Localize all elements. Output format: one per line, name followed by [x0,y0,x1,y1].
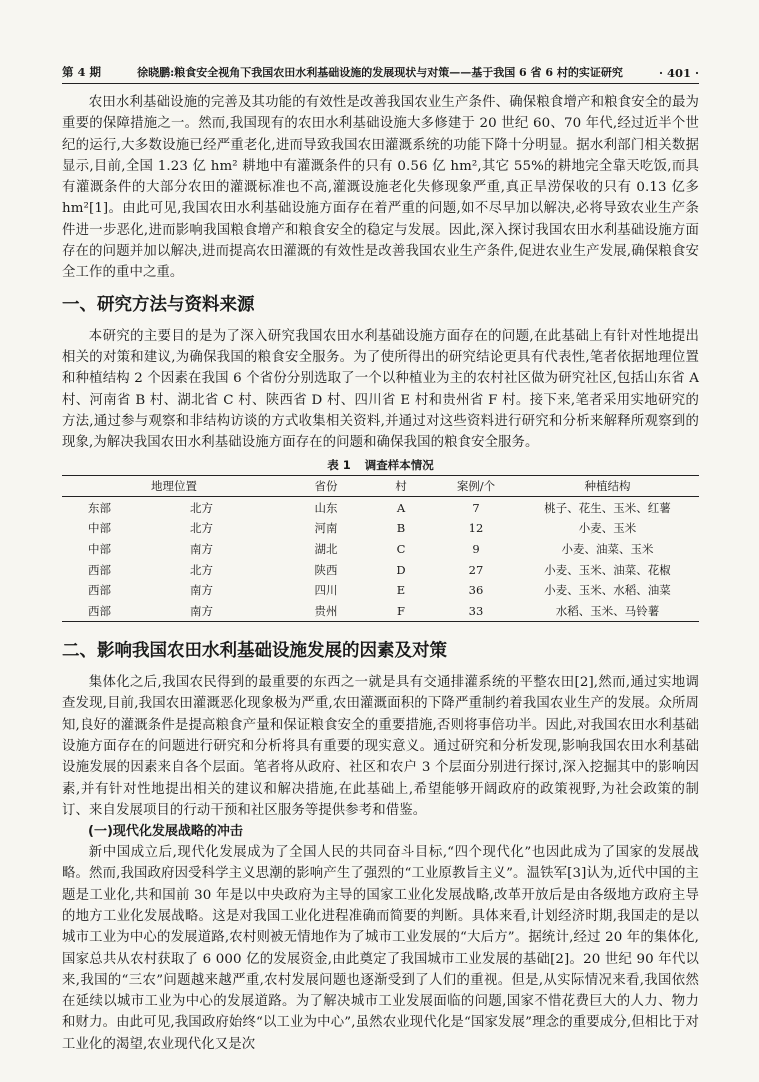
cell-direction: 北方 [190,500,213,515]
cell-direction: 南方 [190,603,213,618]
factors-paragraph: 集体化之后,我国农民得到的最重要的东西之一就是具有交通排灌系统的平整农田[2],然而,通过实地调查发现,目前,我国农田灌溉恶化现象极为严重,农田灌溉面积的下降严重制约着我国农业生产的发展。众所周知,良好的灌溉条件是提高粮食产量和保证粮食安全的重要措施,否则将事倍功半。因此,对我国农田水利基础设施方面存在的问题进行研究和分析将具有重要的现实意义。通过研究和分析发现,影响我国农田水利基础设施发展的因素来自各个层面。笔者将从政府、社区和农户 3 个层面分别进行探讨,深入挖掘其中的影响因素,并有针对性地提出相关的建议和解决措施,在此基础上,希望能够开阔政府的政策视野,为社会政策的制订、来自发展项目的行动干预和社区服务等提供参考和借鉴。 [62,675,699,818]
cell-crops: 水稻、玉米、马铃薯 [555,603,660,618]
table-row [62,600,699,621]
table-title: 调查样本情况 [364,458,434,473]
running-title: 徐晓鹏:粮食安全视角下我国农田水利基础设施的发展现状与对策——基于我国 6 省 6 村的实证研究 [137,66,623,79]
header-geo: 地理位置 [62,476,286,497]
cell-province: 贵州 [314,603,338,618]
cell-village: A [396,500,406,515]
cell-direction: 北方 [190,521,213,536]
cell-region: 西部 [88,562,111,577]
cell-crops: 桃子、花生、玉米、红薯 [544,500,671,515]
cell-direction: 南方 [190,541,213,556]
cell-cases: 12 [468,521,484,536]
cell-cases: 36 [468,583,484,598]
header-crops: 种植结构 [516,476,699,497]
header-province: 省份 [286,476,366,497]
cell-direction: 北方 [190,562,213,577]
cell-crops: 小麦、油菜、玉米 [561,541,654,556]
table-row [62,580,699,601]
cell-region: 西部 [88,603,111,618]
cell-region: 西部 [88,583,111,598]
table-header-row [62,476,699,497]
cell-cases: 7 [472,500,480,515]
cell-village: F [397,603,405,618]
article-body [62,92,699,1055]
cell-crops: 小麦、玉米、油菜、花椒 [544,562,671,577]
cell-crops: 小麦、玉米 [578,521,637,536]
cell-direction: 南方 [190,583,213,598]
survey-sample-table [62,475,699,622]
cell-village: B [396,521,406,536]
cell-village: E [396,583,406,598]
modernization-paragraph: 新中国成立后,现代化发展成为了全国人民的共同奋斗目标,“四个现代化”也因此成为了国家的发展战略。然而,我国政府因受科学主义思潮的影响产生了强烈的“工业原教旨主义”。温铁军[3]认为,近代中国的主题是工业化,共和国前 30 年是以中央政府为主导的国家工业化发展战略,改革开放后是由各级地方政府主导的地方工业化发展战略。这是对我国工业化进程准确而简要的判断。具体来看,计划经济时期,我国走的是以城市工业为中心的发展道路,农村则被无情地作为了城市工业发展的“大后方”。据统计,经过 20 年的集体化,国家总共从农村获取了 6 000 亿的发展资金,由此奠定了我国城市工业发展的基础[2]。20 世纪 90 年代以来,我国的“三农”问题越来越严重,农村发展问题也逐渐受到了人们的重视。但是,从实际情况来看,我国依然在延续以城市工业为中心的发展道路。为了解决城市工业发展面临的问题,国家不惜花费巨大的人力、物力和财力。由此可见,我国政府始终“以工业为中心”,虽然农业现代化是“国家发展”理念的重要成分,但相比于对工业化的渴望,农业现代化又是次 [62,845,699,1052]
cell-province: 山东 [314,500,338,515]
subsection-heading-modernization: (一)现代化发展战略的冲击 [88,824,243,840]
cell-province: 湖北 [314,541,338,556]
cell-cases: 33 [468,603,484,618]
table-row [62,559,699,580]
section-heading-factors: 二、影响我国农田水利基础设施发展的因素及对策 [62,641,447,662]
cell-province: 陕西 [314,562,338,577]
header-village: 村 [366,476,436,497]
cell-village: D [396,562,406,577]
running-header [62,60,699,84]
table-row [62,518,699,539]
issue-number: 第 4 期 [62,65,102,79]
cell-province: 河南 [314,521,338,536]
section-heading-methods: 一、研究方法与资料来源 [62,294,255,315]
header-cases: 案例/个 [436,476,516,497]
cell-cases: 9 [472,541,480,556]
page-number: · 401 · [658,66,699,80]
table-row [62,497,699,518]
cell-region: 东部 [88,500,111,515]
table-caption [62,455,699,475]
methods-paragraph: 本研究的主要目的是为了深入研究我国农田水利基础设施方面存在的问题,在此基础上有针对性地提出相关的对策和建议,为确保我国的粮食安全服务。为了使所得出的研究结论更具有代表性,笔者依据地理位置和种植结构 2 个因素在我国 6 个省份分别选取了一个以种植业为主的农村社区做为研究社区,包括山东省 A 村、河南省 B 村、湖北省 C 村、陕西省 D 村、四川省 E 村和贵州省 F 村。接下来,笔者采用实地研究的方法,通过参与观察和非结构访谈的方式收集相关资料,并通过对这些资料进行研究和分析来解释所观察到的现象,为解决我国农田水利基础设施方面存在的问题和确保我国的粮食安全服务。 [62,328,699,451]
cell-crops: 小麦、玉米、水稻、油菜 [544,583,671,598]
cell-region: 中部 [88,521,111,536]
table-label: 表 1 [327,458,351,473]
cell-cases: 27 [468,562,484,577]
cell-village: C [396,541,406,556]
cell-region: 中部 [88,541,111,556]
cell-province: 四川 [314,583,338,598]
intro-paragraph: 农田水利基础设施的完善及其功能的有效性是改善我国农业生产条件、确保粮食增产和粮食安全的最为重要的保障措施之一。然而,我国现有的农田水利基础设施大多修建于 20 世纪 60、70 年代,经过近半个世纪的运行,大多数设施已经严重老化,进而导致我国农田灌溉系统的功能下降十分明显。据水利部门相关数据显示,目前,全国 1.23 亿 hm² 耕地中有灌溉条件的只有 0.56 亿 hm²,其它 55%的耕地完全靠天吃饭,而具有灌溉条件的大部分农田的灌溉标准也不高,灌溉设施老化失修现象严重,真正旱涝保收的只有 0.13 亿多 hm²[1]。由此可见,我国农田水利基础设施方面存在着严重的问题,如不尽早加以解决,必将导致农业生产条件进一步恶化,进而影响我国粮食增产和粮食安全的稳定与发展。因此,深入探讨我国农田水利基础设施方面存在的问题并加以解决,进而提高农田灌溉的有效性是改善我国农业生产条件,促进农业生产发展,确保粮食安全工作的重中之重。 [62,95,699,281]
table-row [62,539,699,560]
